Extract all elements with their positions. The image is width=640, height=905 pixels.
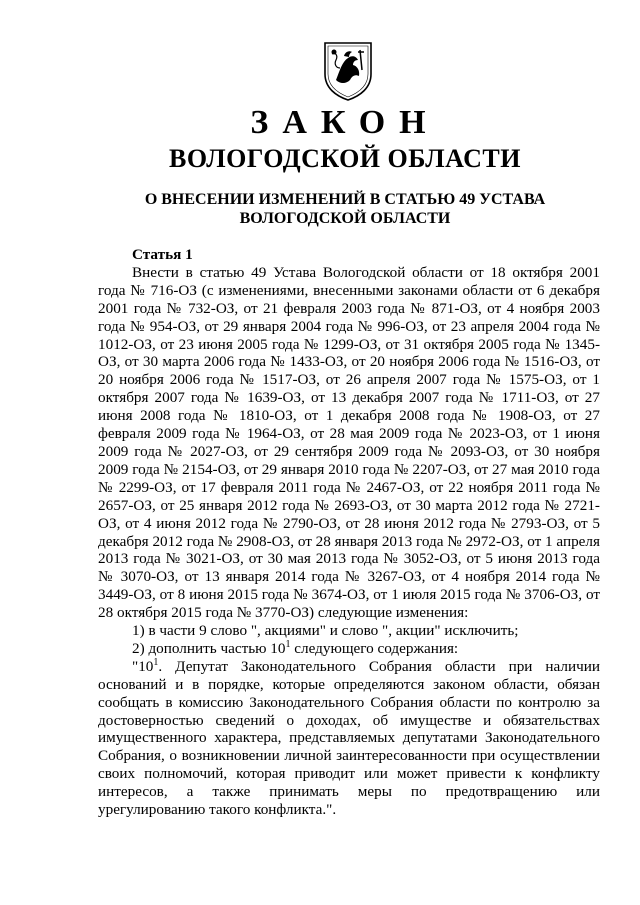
subtitle-line-2: ВОЛОГОДСКОЙ ОБЛАСТИ [239, 210, 451, 227]
law-title: ЗАКОН [250, 104, 440, 141]
item-2-text-before: 2) дополнить частью 10 [132, 639, 286, 657]
item-2-text-after: следующего содержания: [290, 639, 459, 657]
subtitle-line-1: О ВНЕСЕНИИ ИЗМЕНЕНИЙ В СТАТЬЮ 49 УСТАВА [144, 191, 546, 208]
article-item-2 [98, 640, 600, 658]
article-body [98, 246, 600, 819]
quoted-part-paragraph [98, 658, 600, 819]
article-heading: Статья 1 [132, 246, 193, 263]
article-intro-paragraph: Внести в статью 49 Устава Вологодской области от 18 октября 2001 года № 716-ОЗ (с изменениями, внесенными законами области от 6 декабря 2001 года № 732-ОЗ, от 21 февраля 2003 года № 871-ОЗ, от 4 ноября 2003 года № 954-ОЗ, от 29 января 2004 года № 996-ОЗ, от 23 апреля 2004 года № 1012-ОЗ, от 23 июня 2005 года № 1299-ОЗ, от 31 октября 2005 года № 1345-ОЗ, от 30 марта 2006 года № 1433-ОЗ, от 20 ноября 2006 года № 1516-ОЗ, от 20 ноября 2006 года № 1517-ОЗ, от 26 апреля 2007 года № 1575-ОЗ, от 1 октября 2007 года № 1639-ОЗ, от 13 декабря 2007 года № 1711-ОЗ, от 27 июня 2008 года № 1810-ОЗ, от 1 декабря 2008 года № 1908-ОЗ, от 27 февраля 2009 года № 1964-ОЗ, от 28 мая 2009 года № 2023-ОЗ, от 1 июня 2009 года № 2027-ОЗ, от 29 сентября 2009 года № 2093-ОЗ, от 30 ноября 2009 года № 2154-ОЗ, от 29 января 2010 года № 2207-ОЗ, от 27 мая 2010 года № 2299-ОЗ, от 17 февраля 2011 года № 2467-ОЗ, от 22 ноября 2011 года № 2657-ОЗ, от 25 января 2012 года № 2693-ОЗ, от 30 марта 2012 года № 2721-ОЗ, от 4 июня 2012 года № 2790-ОЗ, от 28 июня 2012 года № 2793-ОЗ, от 5 декабря 2012 года № 2908-ОЗ, от 28 января 2013 года № 2972-ОЗ, от 1 апреля 2013 года № 3021-ОЗ, от 30 мая 2013 года № 3052-ОЗ, от 5 июня 2013 года № 3070-ОЗ, от 13 января 2014 года № 3267-ОЗ, от 4 ноября 2014 года № 3449-ОЗ, от 8 июня 2015 года № 3674-ОЗ, от 1 июля 2015 года № 3706-ОЗ, от 28 октября 2015 года № 3770-ОЗ) следующие изменения: [98, 263, 600, 622]
quote-number: "10 [132, 657, 154, 675]
article-item-1: 1) в части 9 слово ", акциями" и слово ", акции" исключить; [132, 622, 519, 640]
coat-of-arms-icon [322, 40, 374, 102]
region-title: ВОЛОГОДСКОЙ ОБЛАСТИ [169, 144, 521, 173]
law-subtitle [0, 190, 640, 228]
item-2-superscript: 1 [285, 638, 291, 650]
quote-text: . Депутат Законодательного Собрания области при наличии оснований и в порядке, которые определяются законом области, обязан сообщать в комиссию Законодательного Собрания области по контролю за достоверностью сведений о доходах, об имуществе и обязательствах имущественного характера, представляемых депутатами Законодательного Собрания, о возникновении личной заинтересованности при осуществлении своих полномочий, которая приводит или может привести к конфликту интересов, а также принимать меры по предотвращению или урегулированию такого конфликта.". [98, 657, 600, 819]
quote-superscript: 1 [153, 656, 159, 668]
